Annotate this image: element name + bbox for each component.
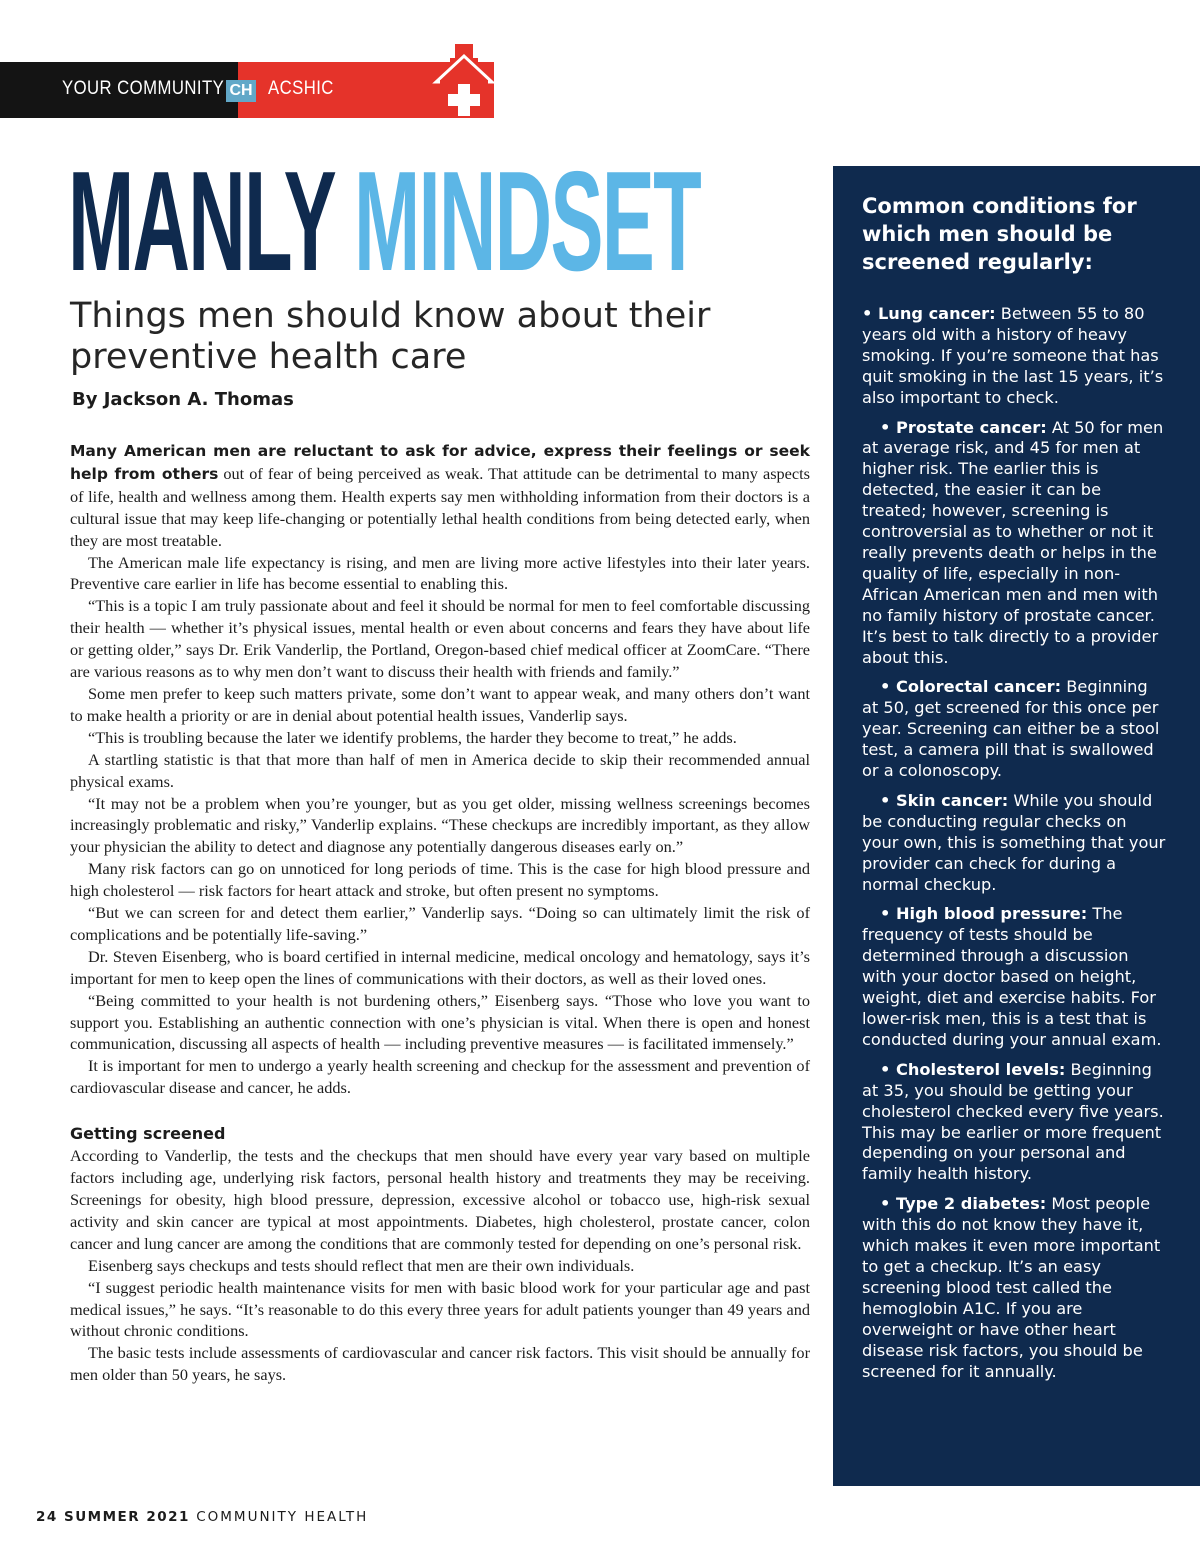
screening-sidebar [833, 166, 1200, 1486]
sidebar-item-text: Between 55 to 80 years old with a history of heavy smoking. If you’re someone that has quit smoking in the last 15 years, it’s also important to check. [862, 304, 1164, 407]
body-paragraph: A startling statistic is that that more than half of men in America decide to skip their recommended annual physical exams. [70, 749, 810, 791]
sidebar-item-text: The frequency of tests should be determined through a discussion with your doctor based on height, weight, diet and exercise habits. For lower-risk men, this is a test that is conducted during your annual exam. [862, 904, 1162, 1049]
body-paragraph: The American male life expectancy is rising, and men are living more active lifestyles into their later years. Preventive care earlier in life has become essential to enabling this. [70, 552, 810, 594]
body-paragraph: “But we can screen for and detect them earlier,” Vanderlip says. “Doing so can ultimately limit the risk of complications and be potentially life-saving.” [70, 903, 810, 944]
section-subhead: Getting screened [70, 1124, 226, 1144]
body-paragraph: Some men prefer to keep such matters private, some don’t want to appear weak, and many others don’t want to make health a priority or are in denial about potential health issues, Vanderlip says. [70, 683, 810, 725]
body-paragraph: “I suggest periodic health maintenance visits for men with basic blood work for your particular age and past medical issues,” he says. “It’s reasonable to do this every three years for adult patients younger than 49 years and without chronic conditions. [70, 1277, 810, 1341]
body-paragraph: It is important for men to undergo a yearly health screening and checkup for the assessment and prevention of cardiovascular disease and cancer, he adds. [70, 1056, 810, 1098]
byline: By Jackson A. Thomas [72, 389, 294, 410]
body-paragraph: Many risk factors can go on unnoticed for long periods of time. This is the case for high blood pressure and high cholesterol — risk factors for heart attack and stroke, but often present no symptoms. [70, 859, 810, 901]
body-paragraph: “Being committed to your health is not burdening others,” Eisenberg says. “Those who love you want to support you. Establishing an authentic connection with one’s physician is vital. When there is open and honest communication, discussing all aspects of health — including preventive measures — is facilitated immensely.” [70, 990, 810, 1054]
sidebar-item-text: Beginning at 50, get screened for this once per year. Screening can either be a stool test, a camera pill that is swallowed or a colonoscopy. [862, 677, 1160, 781]
sidebar-title: Common conditions for which men should be screened regularly: [862, 194, 1137, 274]
footer-publication: COMMUNITY HEALTH [196, 1509, 369, 1525]
sidebar-item-label: • Type 2 diabetes: [880, 1194, 1047, 1214]
ch-badge: CH [226, 80, 256, 102]
sidebar-item-lung-cancer [862, 304, 1166, 409]
sidebar-item-cholesterol-levels [862, 1060, 1166, 1185]
article-subtitle: Things men should know about their preventive health care [70, 296, 711, 377]
sidebar-item-text: At 50 for men at average risk, and 45 for men at higher risk. The earlier this is detected, the easier it can be treated; however, screening is controversial as to whether or not it really prevents death or helps in the quality of life, especially in non-African American men and men with no family history of prostate cancer. It’s best to talk directly to a provider about this. [862, 417, 1164, 667]
sidebar-item-label: • High blood pressure: [880, 904, 1088, 924]
sidebar-item-colorectal-cancer [862, 677, 1166, 782]
sidebar-item-high-blood-pressure [862, 904, 1166, 1050]
lead-rest: out of fear of being perceived as weak. That attitude can be detrimental to many aspects of life, health and wellness among them. Health experts say men withholding information from their doctors is a cultural issue that may keep life-changing or potentially lethal health conditions from being detected early, when they are most treatable. [70, 463, 810, 550]
lead-bold: Many American men are reluctant to ask for advice, express their feelings or seek help from others [70, 442, 810, 483]
body-paragraph: The basic tests include assessments of cardiovascular and cancer risk factors. This visit should be annually for men older than 50 years, he says. [70, 1343, 810, 1385]
body-paragraph: Dr. Steven Eisenberg, who is board certified in internal medicine, medical oncology and hematology, says it’s important for men to keep open the lines of communications with their doctors, as well as their loved ones. [70, 946, 810, 988]
partner-label: ACSHIC [268, 78, 334, 99]
page-footer [36, 1509, 368, 1525]
body-paragraph: “It may not be a problem when you’re younger, but as you get older, missing wellness screenings becomes increasingly problematic and risky,” Vanderlip explains. “These checkups are incredibly important, as they allow your physician the ability to detect and diagnose any potentially dangerous diseases early on.” [70, 793, 810, 857]
sidebar-item-label: • Cholesterol levels: [880, 1059, 1066, 1079]
title-word-mindset: MINDSET [353, 142, 701, 301]
sidebar-item-text: Most people with this do not know they have it, which makes it even more important to get a checkup. It’s an easy screening blood test called the hemoglobin A1C. If you are overweight or have other heart disease risk factors, you should be screened for it annually. [862, 1194, 1161, 1381]
section-label: YOUR COMMUNITY [62, 78, 225, 99]
sidebar-item-prostate-cancer [862, 418, 1166, 669]
article-title [68, 142, 701, 301]
schoolhouse-cross-icon [428, 42, 500, 120]
sidebar-item-label: • Skin cancer: [880, 790, 1009, 810]
sidebar-item-label: • Colorectal cancer: [880, 677, 1062, 697]
sidebar-item-label: • Lung cancer: [862, 304, 996, 323]
sidebar-item-type-2-diabetes [862, 1194, 1166, 1382]
body-paragraph: “This is troubling because the later we identify problems, the harder they become to treat,” he adds. [88, 727, 737, 747]
footer-page-issue: 24 SUMMER 2021 [36, 1509, 190, 1525]
lead-paragraph [70, 440, 810, 552]
sidebar-item-text: While you should be conducting regular checks on your own, this is something that your provider can check for during a normal checkup. [862, 790, 1166, 894]
body-paragraph: According to Vanderlip, the tests and the checkups that men should have every year vary based on multiple factors including age, underlying risk factors, personal health history and treatments they may be receiving. Screenings for obesity, high blood pressure, depression, excessive alcohol or tobacco use, high-risk sexual activity and skin cancer are typical at most appointments. Diabetes, high cholesterol, prostate cancer, colon cancer and lung cancer are among the conditions that are commonly tested for depending on one’s personal risk. [70, 1146, 810, 1253]
article-body [70, 440, 810, 1386]
body-paragraph: “This is a topic I am truly passionate about and feel it should be normal for men to feel comfortable discussing their health — whether it’s physical issues, mental health or even about concerns and fears they have about life or getting older,” says Dr. Erik Vanderlip, the Portland, Oregon-based chief medical officer at ZoomCare. “There are various reasons as to why men don’t want to discuss their health with friends and family.” [70, 596, 810, 682]
title-word-manly: MANLY [68, 142, 334, 301]
sidebar-item-text: Beginning at 35, you should be getting your cholesterol checked every five years. This may be earlier or more frequent depending on your personal and family health history. [862, 1059, 1164, 1184]
sidebar-item-label: • Prostate cancer: [880, 417, 1047, 437]
body-paragraph: Eisenberg says checkups and tests should reflect that men are their own individuals. [88, 1255, 635, 1275]
sidebar-item-skin-cancer [862, 791, 1166, 896]
